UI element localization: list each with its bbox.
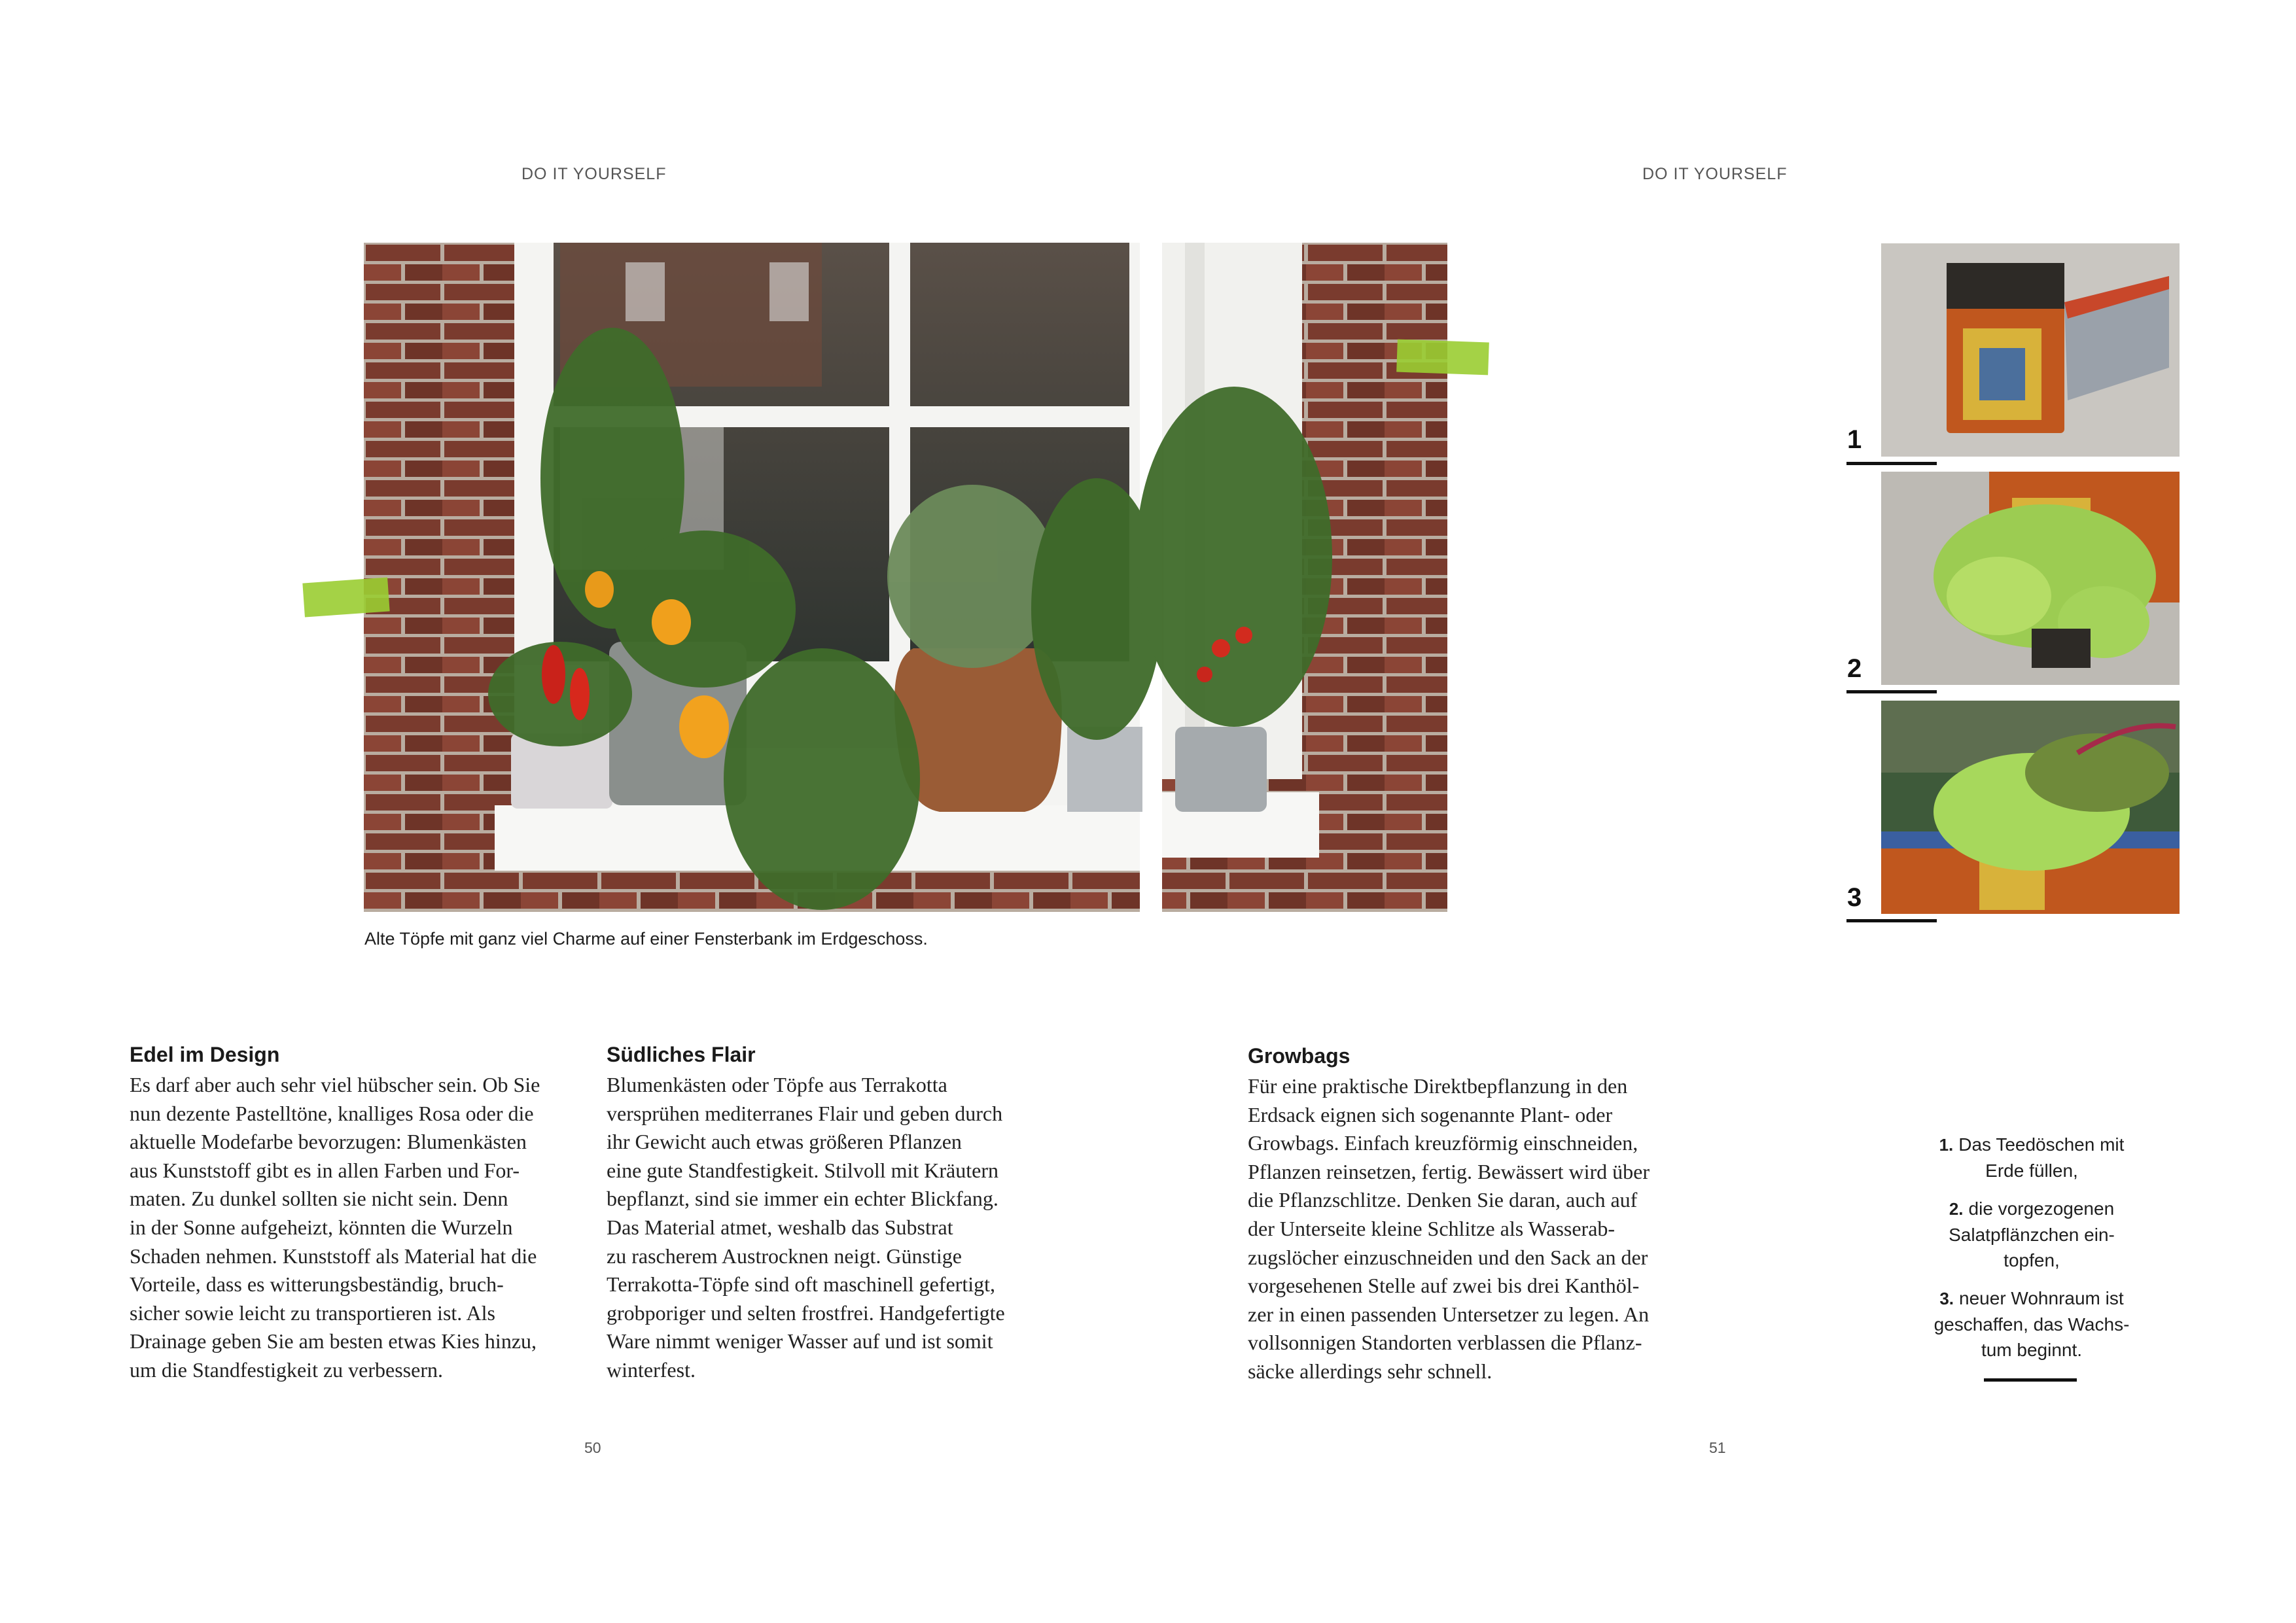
text-line: versprühen mediterranes Flair und geben durch [607,1101,1003,1125]
text-line: der Unterseite kleine Schlitze als Wasserab- [1248,1216,1616,1240]
text-line: um die Standfestigkeit zu verbessern. [130,1357,443,1382]
running-head-right: DO IT YOURSELF [1642,165,1788,183]
text-line: aktuelle Modefarbe bevorzugen: Blumenkästen [130,1130,527,1154]
running-head-left: DO IT YOURSELF [521,165,667,183]
section-heading: Edel im Design [130,1043,280,1066]
step-num: 3. [1939,1289,1954,1308]
text-line: Das Material atmet, weshalb das Substrat [607,1215,953,1239]
page-number-right: 51 [1709,1439,1726,1456]
step-num: 1. [1939,1135,1954,1155]
text-line: in der Sonne aufgeheizt, könnten die Wurzeln [130,1215,513,1239]
step-instructions [1884,1132,2179,1375]
green-tape-right [1396,340,1489,375]
text-line: Drainage geben Sie am besten etwas Kies hinzu, [130,1329,537,1353]
text-line: Erdsack eignen sich sogenannte Plant- oder [1248,1102,1613,1126]
step-line: tum beginnt. [1981,1340,2083,1360]
text-line: Es darf aber auch sehr viel hübscher sein. Ob Sie [130,1073,540,1096]
section-body [607,1071,1078,1385]
step-item-3 [1884,1285,2179,1363]
step-item-2 [1884,1196,2179,1273]
text-line: Schaden nehmen. Kunststoff als Material hat die [130,1244,537,1268]
text-line: sicher sowie leicht zu transportieren ist. Als [130,1300,495,1325]
steps-end-rule [1984,1378,2077,1382]
text-line: Blumenkästen oder Töpfe aus Terrakotta [607,1073,947,1096]
text-line: ihr Gewicht auch etwas größeren Pflanzen [607,1130,962,1154]
step-rule [1846,919,1937,922]
page-number-left: 50 [584,1439,601,1456]
text-line: säcke allerdings sehr schnell. [1248,1359,1492,1383]
text-line: maten. Zu dunkel sollten sie nicht sein. Denn [130,1187,508,1211]
text-line: zer in einen passenden Untersetzer zu legen. An [1248,1302,1650,1326]
text-line: Vorteile, dass es witterungsbeständig, bruch- [130,1272,504,1297]
step-line: die vorgezogenen [1968,1198,2115,1219]
green-tape-left [302,578,389,618]
text-line: Für eine praktische Direktbepflanzung in den [1248,1074,1628,1098]
section-growbags [1248,1044,1732,1386]
text-line: die Pflanzschlitze. Denken Sie daran, auch auf [1248,1188,1638,1212]
step-rule [1846,690,1937,693]
step-item-1 [1884,1132,2179,1183]
text-line: eine gute Standfestigkeit. Stilvoll mit Kräutern [607,1158,998,1182]
text-line: Ware nimmt weniger Wasser auf und ist somit [607,1329,993,1353]
text-line: Terrakotta-Töpfe sind oft maschinell gefertigt, [607,1272,995,1297]
section-edel-im-design [130,1043,588,1385]
step-line: geschaffen, das Wachs- [1934,1314,2130,1335]
step-photo-2 [1881,472,2180,685]
window-photo [364,243,1447,912]
step-photo-1 [1881,243,2180,457]
step-line: neuer Wohnraum ist [1959,1288,2124,1308]
step-rule [1846,462,1937,465]
section-heading: Growbags [1248,1044,1351,1068]
text-line: grobporiger und selten frostfrei. Handgefertigte [607,1300,1005,1325]
text-line: winterfest. [607,1357,696,1382]
section-suedliches-flair [607,1043,1078,1385]
step-photo-3 [1881,701,2180,914]
text-line: vollsonnigen Standorten verblassen die Pflanz- [1248,1331,1642,1355]
text-line: zugslöcher einzuschneiden und den Sack an der [1248,1245,1648,1269]
step-number-2: 2 [1847,654,1862,683]
section-body [1248,1072,1732,1386]
photo-caption: Alte Töpfe mit ganz viel Charme auf einer Fensterbank im Erdgeschoss. [364,929,928,949]
step-line: Erde füllen, [1985,1161,2078,1181]
text-line: vorgesehenen Stelle auf zwei bis drei Kanthöl- [1248,1274,1640,1298]
step-number-3: 3 [1847,883,1862,912]
text-line: aus Kunststoff gibt es in allen Farben und For- [130,1158,520,1182]
step-line: topfen, [2004,1250,2060,1270]
text-line: Growbags. Einfach kreuzförmig einschneiden, [1248,1131,1638,1155]
text-line: nun dezente Pastelltöne, knalliges Rosa oder die [130,1101,534,1125]
step-line: Das Teedöschen mit [1958,1134,2125,1155]
text-line: zu rascherem Austrocknen neigt. Günstige [607,1244,962,1268]
section-heading: Südliches Flair [607,1043,756,1066]
step-line: Salatpflänzchen ein- [1949,1225,2115,1245]
step-number-1: 1 [1847,425,1862,454]
text-line: bepflanzt, sind sie immer ein echter Blickfang. [607,1187,998,1211]
text-line: Pflanzen reinsetzen, fertig. Bewässert wird über [1248,1159,1650,1183]
step-num: 2. [1949,1199,1964,1219]
section-body [130,1071,588,1385]
